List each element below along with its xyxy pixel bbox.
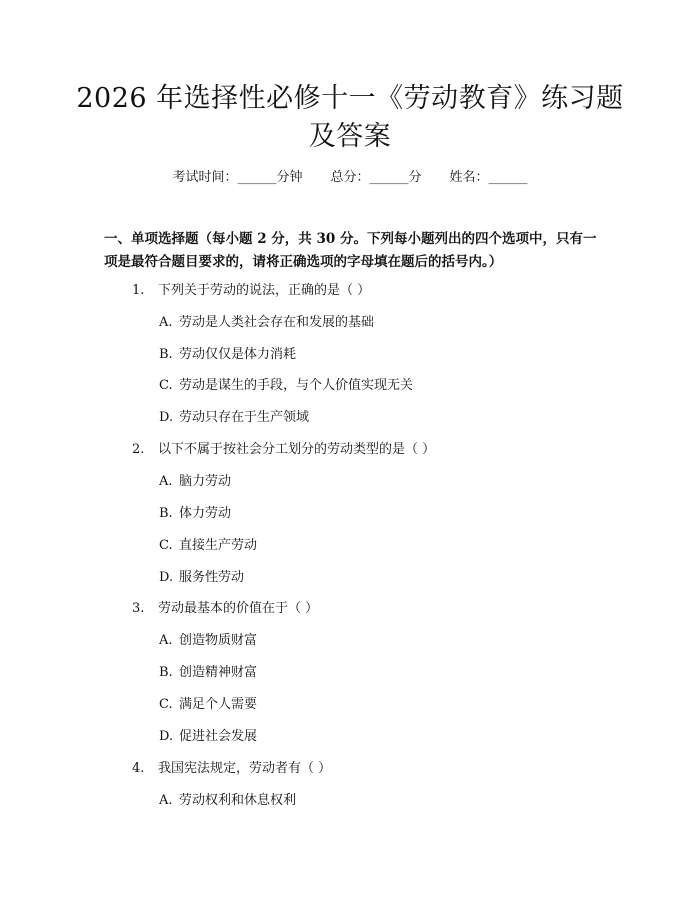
- exam-time-label: 考试时间：______分钟: [172, 170, 303, 185]
- question-number: 4.: [132, 761, 145, 776]
- option-letter: A.: [159, 793, 173, 808]
- answer-option: [159, 569, 244, 587]
- option-letter: D.: [159, 729, 174, 744]
- option-text: 直接生产劳动: [179, 538, 258, 553]
- option-text: 劳动权利和休息权利: [179, 793, 297, 808]
- option-text: 脑力劳动: [179, 474, 232, 489]
- answer-option: [159, 505, 231, 523]
- option-text: 创造物质财富: [179, 633, 258, 648]
- option-letter: C.: [159, 538, 173, 553]
- question-text: 劳动最基本的价值在于（ ）: [158, 601, 319, 616]
- answer-option: [159, 346, 296, 364]
- option-text: 满足个人需要: [179, 697, 258, 712]
- section-heading-line-1: 一、单项选择题（每小题 2 分，共 30 分。下列每小题列出的四个选项中，只有一: [104, 231, 597, 247]
- option-letter: B.: [159, 665, 173, 680]
- answer-option: [159, 792, 296, 810]
- question-text: 以下不属于按社会分工划分的劳动类型的是（ ）: [158, 442, 436, 457]
- question-text: 我国宪法规定，劳动者有（ ）: [158, 761, 332, 776]
- answer-option: [159, 728, 257, 746]
- option-letter: A.: [159, 474, 173, 489]
- option-text: 促进社会发展: [179, 729, 258, 744]
- option-letter: D.: [159, 410, 174, 425]
- answer-option: [159, 473, 231, 491]
- answer-option: [159, 632, 257, 650]
- option-text: 创造精神财富: [179, 665, 258, 680]
- question-stem: [132, 441, 435, 459]
- answer-option: [159, 664, 257, 682]
- answer-option: [159, 409, 309, 427]
- exam-meta: [0, 169, 700, 187]
- option-letter: A.: [159, 633, 173, 648]
- option-text: 劳动是谋生的手段，与个人价值实现无关: [179, 378, 414, 393]
- question-text: 下列关于劳动的说法，正确的是（ ）: [158, 283, 371, 298]
- name-label: 姓名：______: [449, 170, 528, 185]
- question-stem: [132, 600, 318, 618]
- option-text: 体力劳动: [179, 506, 232, 521]
- option-letter: D.: [159, 570, 174, 585]
- question-stem: [132, 282, 370, 300]
- question-number: 3.: [132, 601, 145, 616]
- section-heading: [104, 228, 600, 274]
- option-letter: B.: [159, 506, 173, 521]
- title-line-2: 及答案: [308, 121, 392, 152]
- option-text: 劳动是人类社会存在和发展的基础: [179, 315, 375, 330]
- option-letter: A.: [159, 315, 173, 330]
- question-number: 1.: [132, 283, 145, 298]
- question-stem: [132, 760, 331, 778]
- question-number: 2.: [132, 442, 145, 457]
- answer-option: [159, 314, 374, 332]
- title-line-1: 2026 年选择性必修十一《劳动教育》练习题: [76, 83, 624, 114]
- answer-option: [159, 537, 257, 555]
- answer-option: [159, 377, 413, 395]
- option-letter: C.: [159, 697, 173, 712]
- option-text: 服务性劳动: [179, 570, 245, 585]
- option-text: 劳动只存在于生产领域: [179, 410, 310, 425]
- answer-option: [159, 696, 257, 714]
- option-letter: B.: [159, 347, 173, 362]
- option-text: 劳动仅仅是体力消耗: [179, 347, 297, 362]
- option-letter: C.: [159, 378, 173, 393]
- section-heading-line-2: 项是最符合题目要求的，请将正确选项的字母填在题后的括号内。）: [104, 254, 503, 270]
- page-title: [60, 80, 640, 156]
- total-score-label: 总分：______分: [330, 170, 422, 185]
